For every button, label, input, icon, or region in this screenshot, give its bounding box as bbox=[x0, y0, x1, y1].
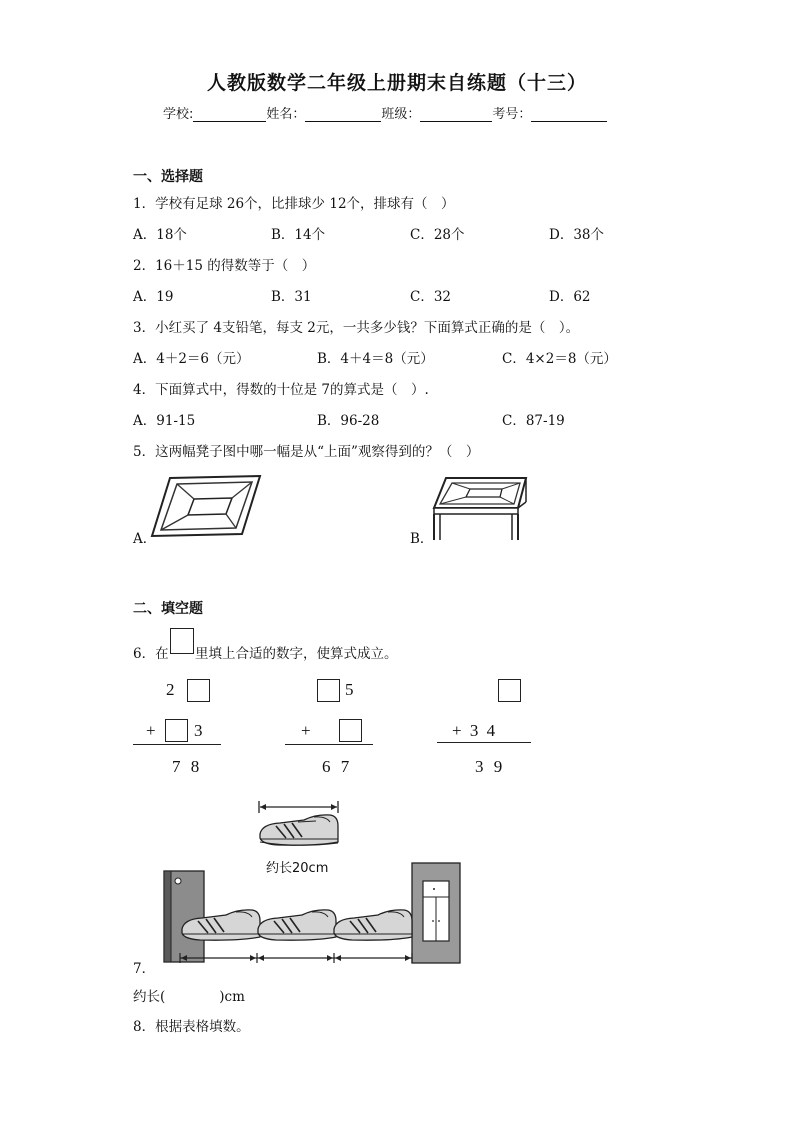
p1-bottom-box[interactable] bbox=[165, 719, 188, 742]
p2-sum-line bbox=[285, 744, 373, 745]
school-blank[interactable] bbox=[193, 107, 266, 122]
question-6-suffix: 里填上合适的数字，使算式成立。 bbox=[195, 646, 398, 662]
class-label: 班级： bbox=[381, 107, 421, 122]
sample-box-icon bbox=[170, 628, 194, 654]
page-title: 人教版数学二年级上册期末自练题（十三） bbox=[206, 72, 587, 94]
stool-top-view-image bbox=[150, 474, 262, 538]
q2-option-c[interactable]: C．32 bbox=[410, 289, 452, 305]
p2-result: 6 7 bbox=[322, 757, 350, 776]
q4-option-c[interactable]: C．87-19 bbox=[502, 413, 565, 429]
question-3: 3．小红买了 4支铅笔，每支 2元，一共多少钱？下面算式正确的是（ ）。 bbox=[133, 320, 580, 336]
q1-option-b[interactable]: B．14个 bbox=[271, 227, 326, 243]
name-blank[interactable] bbox=[305, 107, 381, 122]
q5-option-a[interactable]: A． bbox=[133, 531, 157, 547]
p3-result: 3 9 bbox=[475, 757, 503, 776]
q2-option-b[interactable]: B．31 bbox=[271, 289, 312, 305]
p2-bottom-box[interactable] bbox=[339, 719, 362, 742]
shoe-caption: 约长20cm bbox=[266, 861, 329, 876]
p1-top-digit: 2 bbox=[166, 680, 175, 699]
q3-option-c[interactable]: C．4×2＝8（元） bbox=[502, 351, 617, 367]
question-5: 5．这两幅凳子图中哪一幅是从“上面”观察得到的？（ ） bbox=[133, 444, 480, 460]
q1-option-d[interactable]: D．38个 bbox=[549, 227, 605, 243]
cabinet-icon bbox=[410, 861, 462, 965]
question-6-prefix: 6．在 bbox=[133, 646, 169, 662]
p3-sum-line bbox=[437, 742, 531, 743]
stool-side-view-image bbox=[428, 474, 528, 542]
q5-option-b[interactable]: B． bbox=[410, 531, 434, 547]
number-blank[interactable] bbox=[531, 107, 607, 122]
p3-top-box[interactable] bbox=[498, 679, 521, 702]
section-fill-heading: 二、填空题 bbox=[133, 601, 203, 617]
student-info-line bbox=[163, 103, 607, 122]
p1-result: 7 8 bbox=[172, 757, 200, 776]
p2-top-box[interactable] bbox=[317, 679, 340, 702]
p1-plus: + bbox=[146, 721, 156, 740]
p1-bottom-digit: 3 bbox=[194, 721, 203, 740]
question-4: 4．下面算式中，得数的十位是 7的算式是（ ）. bbox=[133, 382, 429, 398]
p1-top-box[interactable] bbox=[187, 679, 210, 702]
q3-option-a[interactable]: A．4＋2＝6（元） bbox=[133, 351, 250, 367]
question-7-answer[interactable]: 约长( )cm bbox=[133, 989, 245, 1005]
p2-top-digit: 5 bbox=[345, 680, 354, 699]
name-label: 姓名： bbox=[266, 107, 306, 122]
class-blank[interactable] bbox=[420, 107, 492, 122]
school-label: 学校: bbox=[163, 107, 194, 122]
shoe-1-icon bbox=[180, 907, 262, 945]
q1-option-a[interactable]: A．18个 bbox=[133, 227, 187, 243]
q4-option-a[interactable]: A．91-15 bbox=[133, 413, 196, 429]
p2-plus: + bbox=[301, 721, 311, 740]
shoe-3-icon bbox=[332, 907, 414, 945]
question-8: 8．根据表格填数。 bbox=[133, 1019, 250, 1035]
q3-option-b[interactable]: B．4＋4＝8（元） bbox=[317, 351, 434, 367]
question-1: 1．学校有足球 26个，比排球少 12个，排球有（ ） bbox=[133, 196, 455, 212]
question-2: 2．16＋15 的得数等于（ ） bbox=[133, 258, 316, 274]
number-label: 考号： bbox=[492, 107, 532, 122]
p1-sum-line bbox=[133, 744, 221, 745]
shoe-2-icon bbox=[256, 907, 338, 945]
p3-plus-row: + 3 4 bbox=[452, 721, 496, 740]
q2-option-d[interactable]: D．62 bbox=[549, 289, 591, 305]
question-7-number: 7． bbox=[133, 961, 156, 977]
shoe-icon bbox=[258, 812, 340, 850]
q4-option-b[interactable]: B．96-28 bbox=[317, 413, 380, 429]
section-choice-heading: 一、选择题 bbox=[133, 169, 203, 185]
total-length-arrows bbox=[178, 951, 414, 965]
q2-option-a[interactable]: A．19 bbox=[133, 289, 174, 305]
q1-option-c[interactable]: C．28个 bbox=[410, 227, 465, 243]
